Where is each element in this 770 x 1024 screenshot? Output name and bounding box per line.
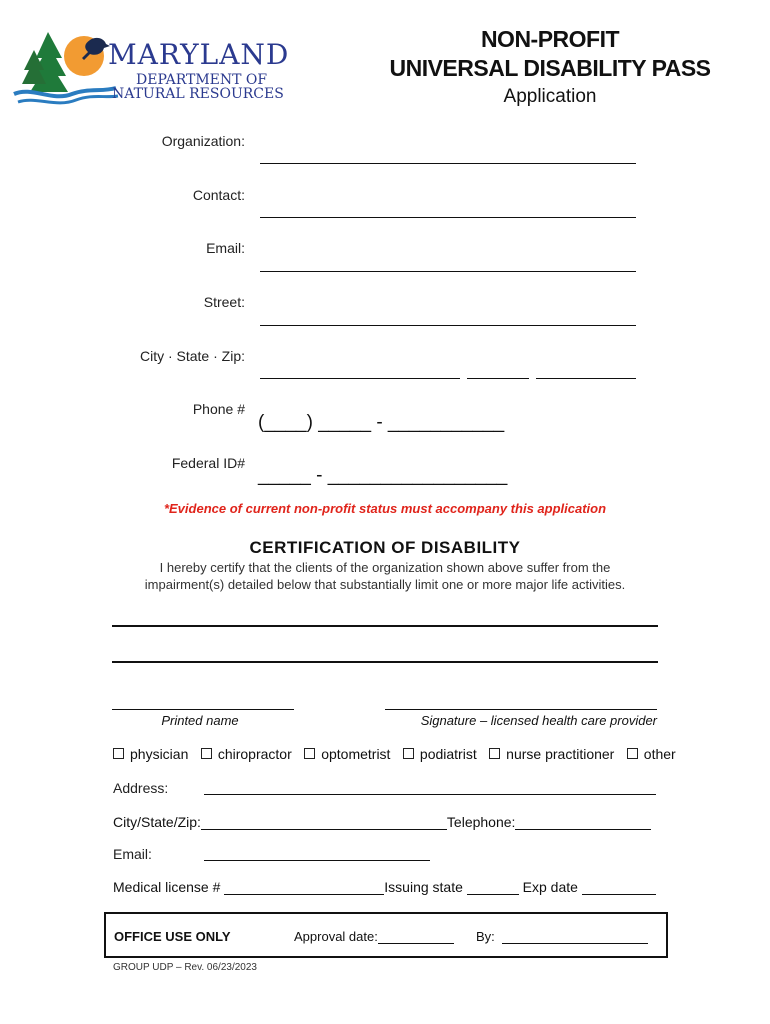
logo-line1: MARYLAND [108, 38, 290, 71]
provider-type-row [113, 746, 676, 764]
provider-telephone-input[interactable] [515, 815, 651, 830]
form-revision: GROUP UDP – Rev. 06/23/2023 [113, 962, 257, 973]
contact-input[interactable] [260, 217, 636, 218]
label-city-state-zip: City · State · Zip: [139, 348, 245, 364]
checkbox-icon[interactable] [489, 748, 500, 759]
provider-email-input[interactable] [204, 860, 430, 861]
checkbox-icon[interactable] [113, 748, 124, 759]
logo-line3: NATURAL RESOURCES [112, 86, 284, 102]
exp-date-input[interactable] [582, 880, 656, 895]
label-provider-address: Address: [113, 780, 169, 796]
title-line1: NON-PROFIT [480, 26, 620, 52]
label-contact: Contact: [192, 187, 245, 203]
provider-citystatezip-row [113, 814, 651, 830]
dnr-logo [12, 28, 322, 108]
office-use-title: OFFICE USE ONLY [114, 929, 231, 944]
provider-other[interactable]: other [627, 746, 676, 762]
provider-podiatrist[interactable]: podiatrist [403, 746, 477, 762]
office-use-box [104, 912, 668, 958]
label-street: Street: [203, 294, 245, 310]
street-input[interactable] [260, 325, 636, 326]
city-input[interactable] [260, 378, 460, 379]
signature-label: Signature – licensed health care provider [420, 713, 657, 728]
label-issuing-state: Issuing state [384, 879, 463, 895]
phone-input[interactable]: (____) _____ - ___________ [258, 412, 505, 433]
label-approval-date: Approval date: [294, 929, 378, 944]
certification-heading: CERTIFICATION OF DISABILITY [249, 538, 521, 557]
impairment-line-2[interactable] [112, 661, 658, 663]
label-provider-citystatezip: City/State/Zip: [113, 814, 201, 830]
provider-physician[interactable]: physician [113, 746, 188, 762]
label-exp-date: Exp date [522, 879, 578, 895]
checkbox-icon[interactable] [201, 748, 212, 759]
printed-name-input[interactable] [112, 709, 294, 710]
label-provider-email: Email: [113, 846, 152, 862]
checkbox-icon[interactable] [627, 748, 638, 759]
provider-optometrist[interactable]: optometrist [304, 746, 390, 762]
label-medical-license: Medical license # [113, 879, 221, 895]
medical-license-input[interactable] [224, 880, 384, 895]
approval-date-row [294, 929, 454, 944]
provider-nurse-practitioner[interactable]: nurse practitioner [489, 746, 614, 762]
non-profit-notice: *Evidence of current non-profit status must accompany this application [163, 501, 607, 516]
title-line2: UNIVERSAL DISABILITY PASS [389, 55, 711, 81]
provider-address-input[interactable] [204, 794, 656, 795]
label-organization: Organization: [161, 133, 245, 149]
dnr-emblem [12, 28, 122, 108]
label-federal-id: Federal ID# [171, 455, 245, 471]
provider-citystatezip-input[interactable] [201, 815, 447, 830]
approved-by-row [476, 929, 648, 944]
impairment-line-1[interactable] [112, 625, 658, 627]
label-phone: Phone # [192, 401, 245, 417]
label-approved-by: By: [476, 929, 495, 944]
printed-name-label: Printed name [161, 713, 239, 728]
email-input[interactable] [260, 271, 636, 272]
logo-line2: DEPARTMENT OF [136, 72, 268, 88]
approved-by-input[interactable] [502, 931, 648, 944]
label-provider-telephone: Telephone: [446, 814, 516, 830]
label-email: Email: [206, 240, 245, 256]
provider-license-row [113, 879, 656, 895]
approval-date-input[interactable] [378, 931, 454, 944]
zip-input[interactable] [536, 378, 636, 379]
state-input[interactable] [467, 378, 529, 379]
provider-chiropractor[interactable]: chiropractor [201, 746, 292, 762]
certification-text-2: impairment(s) detailed below that substantially limit one or more major life activities. [144, 577, 626, 592]
signature-input[interactable] [385, 709, 657, 710]
organization-input[interactable] [260, 163, 636, 164]
issuing-state-input[interactable] [467, 880, 519, 895]
subtitle: Application [503, 86, 597, 107]
checkbox-icon[interactable] [304, 748, 315, 759]
certification-text-1: I hereby certify that the clients of the organization shown above suffer from the [159, 560, 611, 575]
checkbox-icon[interactable] [403, 748, 414, 759]
federal-id-input[interactable]: _____ - _________________ [258, 465, 508, 486]
